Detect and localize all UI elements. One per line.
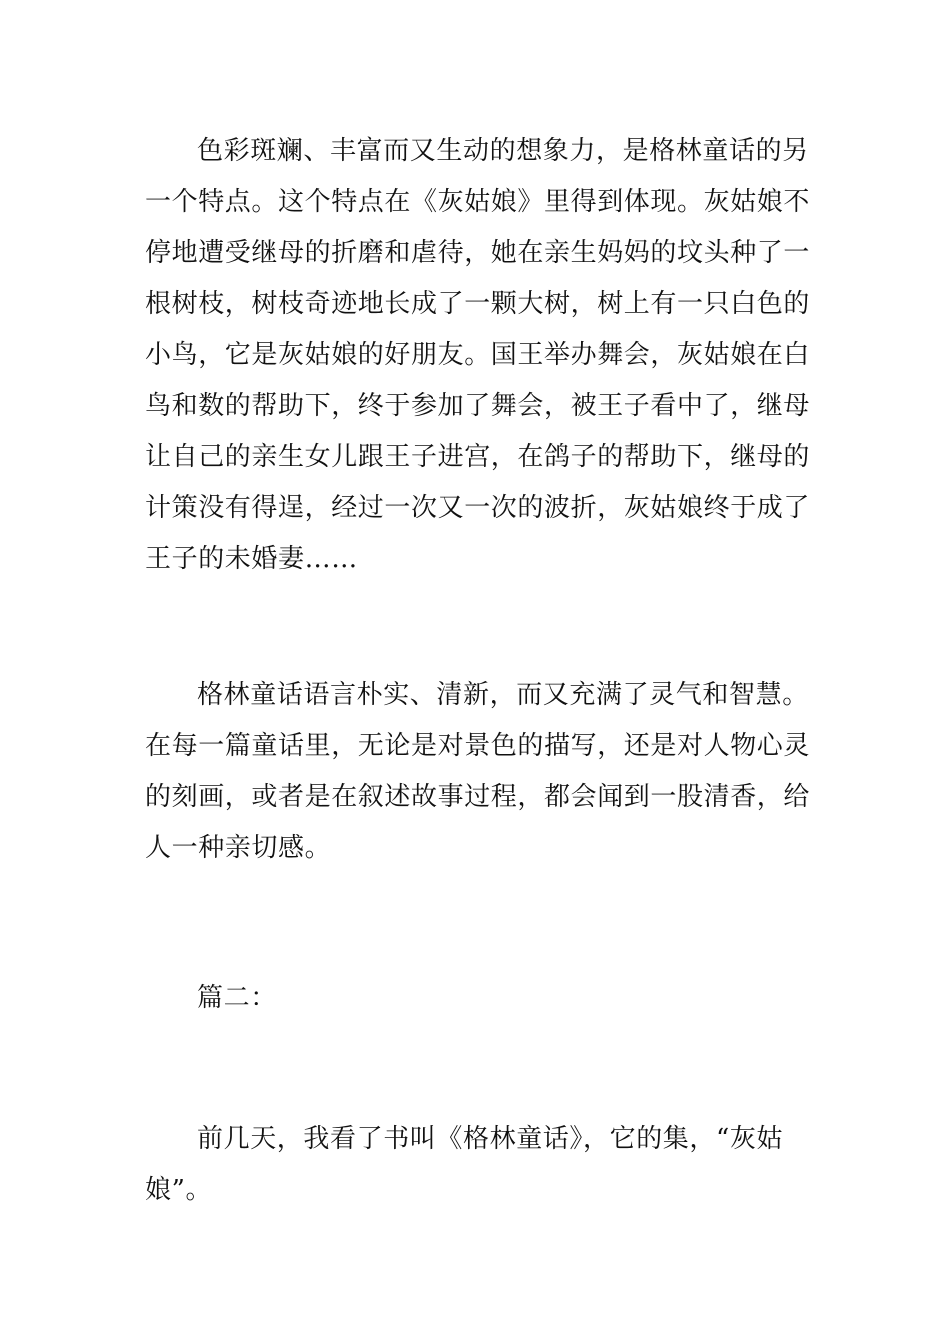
paragraph-grimm-language: [145, 670, 811, 874]
paragraph-intro: [145, 1114, 807, 1216]
text-line: 根树枝，树枝奇迹地长成了一颗大树，树上有一只白色的: [145, 289, 811, 319]
text-line: 在每一篇童话里，无论是对景色的描写，还是对人物心灵: [145, 731, 811, 761]
text-line: 小鸟，它是灰姑娘的好朋友。国王举办舞会，灰姑娘在白: [145, 340, 811, 370]
text-line: 娘”。: [145, 1175, 213, 1205]
paragraph-grimm-imagination: [145, 126, 811, 585]
text-line: 停地遭受继母的折磨和虐待，她在亲生妈妈的坟头种了一: [145, 238, 811, 268]
text-line: 前几天，我看了书叫《格林童话》，它的集，“灰姑: [197, 1124, 784, 1154]
section-heading-part-two: [145, 973, 807, 1024]
text-line: 一个特点。这个特点在《灰姑娘》里得到体现。灰姑娘不: [145, 187, 811, 217]
section-heading: 篇二：: [197, 983, 277, 1013]
text-line: 人一种亲切感。: [145, 833, 332, 863]
text-line: 计策没有得逞，经过一次又一次的波折，灰姑娘终于成了: [145, 493, 811, 523]
text-line: 色彩斑斓、丰富而又生动的想象力，是格林童话的另: [197, 136, 809, 166]
text-line: 格林童话语言朴实、清新，而又充满了灵气和智慧。: [197, 680, 809, 710]
text-line: 的刻画，或者是在叙述故事过程，都会闻到一股清香，给: [145, 782, 811, 812]
text-line: 鸟和数的帮助下，终于参加了舞会，被王子看中了，继母: [145, 391, 811, 421]
text-line: 让自己的亲生女儿跟王子进宫，在鸽子的帮助下，继母的: [145, 442, 811, 472]
text-line: 王子的未婚妻……: [145, 544, 358, 574]
